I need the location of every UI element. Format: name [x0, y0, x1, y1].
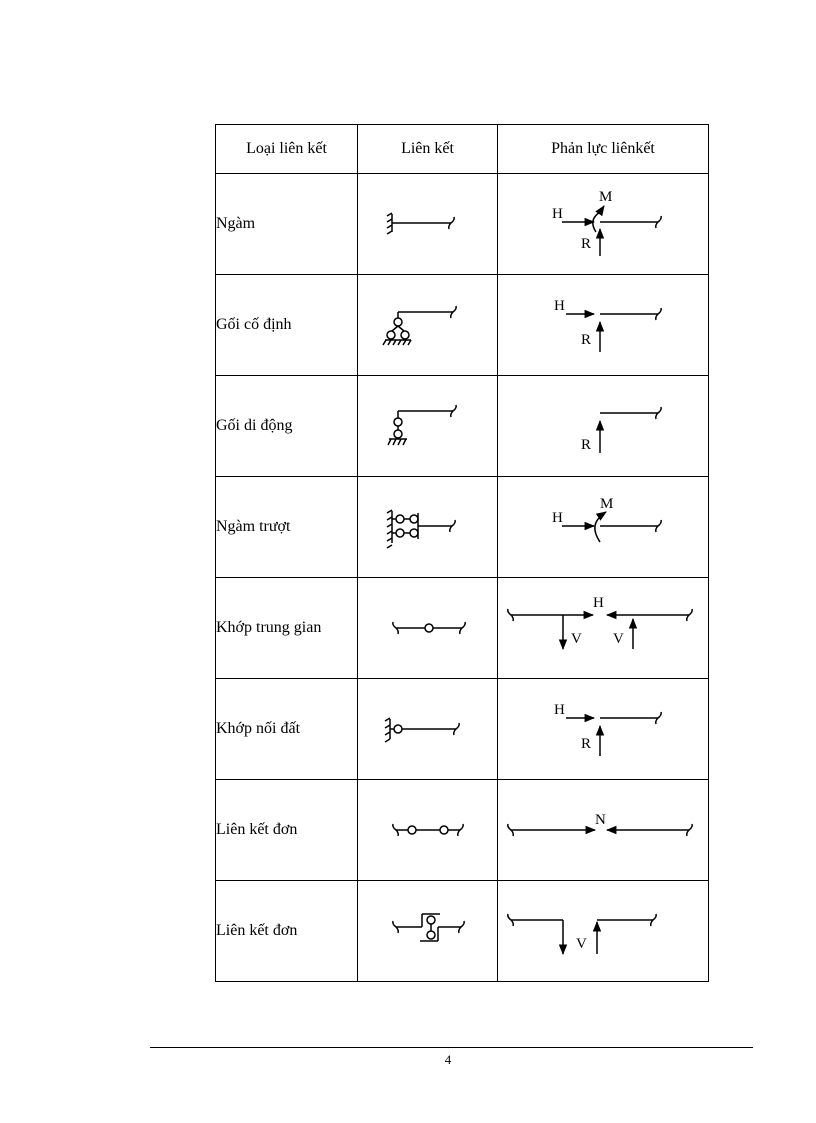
reaction-label-h: H: [593, 595, 604, 611]
header-link: Liên kết: [358, 125, 498, 174]
reaction-cell: [498, 174, 709, 275]
row-label: Gối di động: [216, 376, 358, 477]
row-label: Ngàm trượt: [216, 477, 358, 578]
reaction-label-h: H: [552, 510, 563, 526]
axial-link-icon: [368, 800, 488, 860]
reaction-cell: [498, 780, 709, 881]
axial-link-reaction-diagram: [503, 800, 703, 860]
fixed-support-reaction-diagram: [538, 184, 668, 264]
footer-divider: [150, 1047, 753, 1048]
pinned-support-icon: [368, 290, 488, 360]
reaction-label-r: R: [581, 236, 592, 252]
reaction-label-m: M: [599, 189, 613, 205]
link-symbol-cell: [358, 477, 498, 578]
page-number: 4: [444, 1052, 452, 1067]
link-types-table: [215, 124, 709, 982]
table-row: [216, 679, 709, 780]
row-label: Khớp trung gian: [216, 578, 358, 679]
reaction-cell: [498, 376, 709, 477]
table-header-row: [216, 125, 709, 174]
link-symbol-cell: [358, 780, 498, 881]
ground-hinge-icon: [368, 699, 488, 759]
reaction-cell: [498, 679, 709, 780]
table-row: [216, 174, 709, 275]
table-row: [216, 578, 709, 679]
row-label: Liên kết đơn: [216, 881, 358, 982]
table-row: [216, 477, 709, 578]
header-reaction: Phản lực liênkết: [498, 125, 709, 174]
reaction-label-n: N: [595, 812, 606, 828]
link-symbol-cell: [358, 679, 498, 780]
table-row: [216, 780, 709, 881]
roller-support-icon: [368, 391, 488, 461]
reaction-label-m: M: [600, 496, 614, 512]
reaction-cell: [498, 881, 709, 982]
link-symbol-cell: [358, 578, 498, 679]
intermediate-hinge-reaction-diagram: [503, 593, 703, 663]
reaction-label-r: R: [581, 736, 592, 752]
reaction-label-v-left: V: [571, 631, 582, 647]
roller-support-reaction-diagram: [538, 391, 668, 461]
row-label: Khớp nối đất: [216, 679, 358, 780]
reaction-label-v-right: V: [613, 631, 624, 647]
transverse-link-reaction-diagram: [503, 896, 703, 966]
reaction-label-r: R: [581, 332, 592, 348]
pinned-support-reaction-diagram: [538, 290, 668, 360]
sliding-fixed-support-icon: [368, 497, 488, 557]
header-link-type: Loại liên kết: [216, 125, 358, 174]
reaction-cell: [498, 578, 709, 679]
row-label: Gối cố định: [216, 275, 358, 376]
sliding-fixed-reaction-diagram: [538, 492, 668, 562]
intermediate-hinge-icon: [368, 598, 488, 658]
transverse-link-icon: [368, 901, 488, 961]
reaction-cell: [498, 477, 709, 578]
link-symbol-cell: [358, 275, 498, 376]
reaction-label-h: H: [552, 206, 563, 222]
table-row: [216, 376, 709, 477]
reaction-label-h: H: [554, 298, 565, 314]
fixed-support-icon: [368, 194, 488, 254]
link-symbol-cell: [358, 174, 498, 275]
link-symbol-cell: [358, 881, 498, 982]
table-row: [216, 275, 709, 376]
row-label: Ngàm: [216, 174, 358, 275]
reaction-cell: [498, 275, 709, 376]
reaction-label-r: R: [581, 437, 592, 453]
table-row: [216, 881, 709, 982]
row-label: Liên kết đơn: [216, 780, 358, 881]
reaction-label-v: V: [576, 936, 587, 952]
link-symbol-cell: [358, 376, 498, 477]
ground-hinge-reaction-diagram: [538, 694, 668, 764]
reaction-label-h: H: [554, 702, 565, 718]
